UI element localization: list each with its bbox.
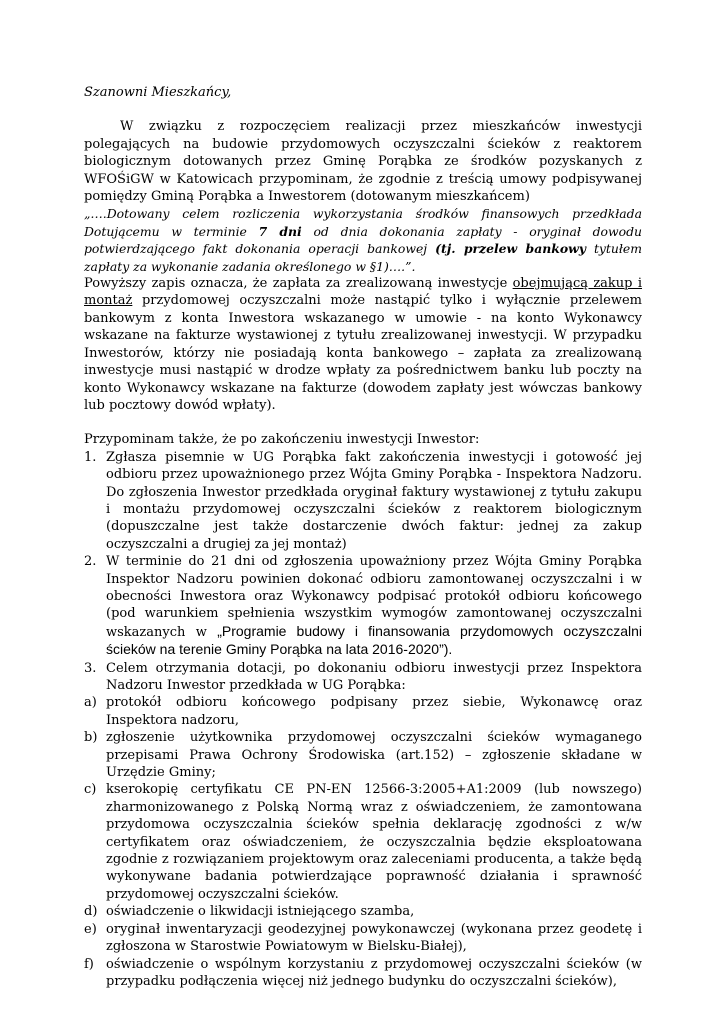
document-page — [84, 84, 642, 990]
intro-paragraph: W związku z rozpoczęciem realizacji przez mieszkańców inwestycji polegających na budowie przydomowych oczyszczalni ścieków z reaktorem biologicznym dotowanych przez Gminę Porąbka ze środków pozyskanych z WFOŚiGW w Katowicach przypominam, że zgodnie z treścią umowy podpisywanej pomiędzy Gminą Porąbka a Inwestorem (dotowanym mieszkańcem) — [84, 119, 642, 205]
item-letter: b) — [84, 730, 98, 746]
greeting: Szanowni Mieszkańcy, — [84, 85, 232, 100]
lettered-item — [84, 694, 642, 729]
explanation-text-1: Powyższy zapis oznacza, że zapłata za zrealizowaną inwestycje — [84, 276, 513, 292]
numbered-item — [84, 660, 642, 695]
lettered-item — [84, 921, 642, 956]
item-letter: d) — [84, 904, 98, 920]
lettered-list — [84, 694, 642, 990]
item-text: oświadczenie o likwidacji istniejącego szamba, — [106, 904, 415, 920]
item-number: 2. — [84, 554, 97, 570]
numbered-list — [84, 449, 642, 695]
lettered-item — [84, 903, 642, 920]
item-letter: e) — [84, 921, 97, 937]
numbered-item — [84, 553, 642, 659]
item-text: oryginał inwentaryzacji geodezyjnej powykonawczej (wykonana przez geodetę i zgłoszona w Starostwie Powiatowym w Bielsku-Białej), — [106, 921, 642, 955]
item-text: protokół odbioru końcowego podpisany przez siebie, Wykonawcę oraz Inspektora nadzoru, — [106, 695, 642, 728]
spacer — [84, 414, 642, 431]
contract-quote — [84, 205, 642, 275]
item-text: W terminie do 21 dni od zgłoszenia upoważniony przez Wójta Gminy Porąbka Inspektor Nadzoru powinien dokonać odbioru zamontowanej oczyszczalni i w obecności Inwestora oraz Wykonawcy podpisać protokół odbioru końcowego (pod warunkiem spełnienia wszystkim wymogów zamontowanej oczyszczalni wskazanych w — [106, 554, 642, 640]
program-title: „Programie budowy i finansowania przydomowych oczyszczalni ścieków na terenie Gminy Porąbka na lata 2016-2020”). — [106, 622, 642, 658]
item-letter: f) — [84, 956, 94, 972]
quote-text-1: „….Dotowany celem rozliczenia wykorzystania środków finansowych przedkłada Dotującemu w terminie — [84, 206, 642, 239]
item-text: kserokopię certyfikatu CE PN-EN 12566-3:2005+A1:2009 (lub nowszego) zharmonizowanego z Polską Normą wraz z oświadczeniem, że zamontowana przydomowa oczyszczalnia ścieków spełnia deklarację zgodności z w/w certyfikatem oraz oświadczeniem, że oczyszczalnia będzie eksploatowana zgodnie z rozwiązaniem projektowym oraz zaleceniami producenta, a także będą wykonywane badania potwierdzające poprawność działania i sprawność przydomowej oczyszczalni ścieków. — [106, 782, 642, 902]
item-text: Celem otrzymania dotacji, po dokonaniu odbioru inwestycji przez Inspektora Nadzoru Inwestor przedkłada w UG Porąbka: — [106, 660, 642, 693]
item-text: Zgłasza pisemnie w UG Porąbka fakt zakończenia inwestycji i gotowość jej odbioru przez upoważnionego przez Wójta Gminy Porąbka - Inspektora Nadzoru. Do zgłoszenia Inwestor przedkłada oryginał faktury wystawionej z tytułu zakupu i montażu przydomowej oczyszczalni ścieków z reaktorem biologicznym (dopuszczalne jest także dostarczenie dwóch faktur: jednej za zakup oczyszczalni a drugiej za jej montaż) — [106, 449, 642, 552]
lettered-item — [84, 729, 642, 781]
lettered-item — [84, 781, 642, 903]
quote-bold-2: (tj. przelew bankowy — [435, 241, 586, 257]
quote-bold-1: 7 dni — [258, 223, 302, 239]
item-letter: c) — [84, 782, 97, 798]
item-text: oświadczenie o wspólnym korzystaniu z przydomowej oczyszczalni ścieków (w przypadku podłączenia więcej niż jednego budynku do oczyszczalni ścieków), — [106, 956, 642, 989]
item-number: 3. — [84, 660, 97, 676]
quote-text-2: od dnia dokonania zapłaty - oryginał dowodu potwierdzającego fakt dokonania operacji bankowej — [84, 223, 642, 257]
reminder-heading: Przypominam także, że po zakończeniu inwestycji Inwestor: — [84, 432, 480, 448]
item-letter: a) — [84, 695, 97, 711]
explanation-underlined: obejmującą zakup i montaż — [84, 276, 643, 309]
explanation-paragraph — [84, 275, 642, 414]
item-text: zgłoszenie użytkownika przydomowej oczyszczalni ścieków wymaganego przepisami Prawa Ochrony Środowiska (art.152) – zgłoszenie składane w Urzędzie Gminy; — [106, 730, 642, 781]
explanation-text-2: przydomowej oczyszczalni może nastąpić tylko i wyłącznie przelewem bankowym z konta Inwestora wskazanego w umowie - na konto Wykonawcy wskazane na fakturze wystawionej z tytułu zrealizowanej inwestycji. W przypadku Inwestorów, którzy nie posiadają konta bankowego – zapłata za zrealizowaną inwestycje musi nastąpić w drodze wpłaty za pośrednictwem banku lub poczty na konto Wykonawcy wskazane na fakturze (dowodem zapłaty jest wówczas bankowy lub pocztowy dowód wpłaty). — [84, 293, 642, 413]
lettered-item — [84, 956, 642, 991]
numbered-item — [84, 449, 642, 553]
item-number: 1. — [84, 449, 97, 465]
quote-text-3: tytułem zapłaty za wykonanie zadania określonego w §1)….”. — [84, 241, 642, 274]
